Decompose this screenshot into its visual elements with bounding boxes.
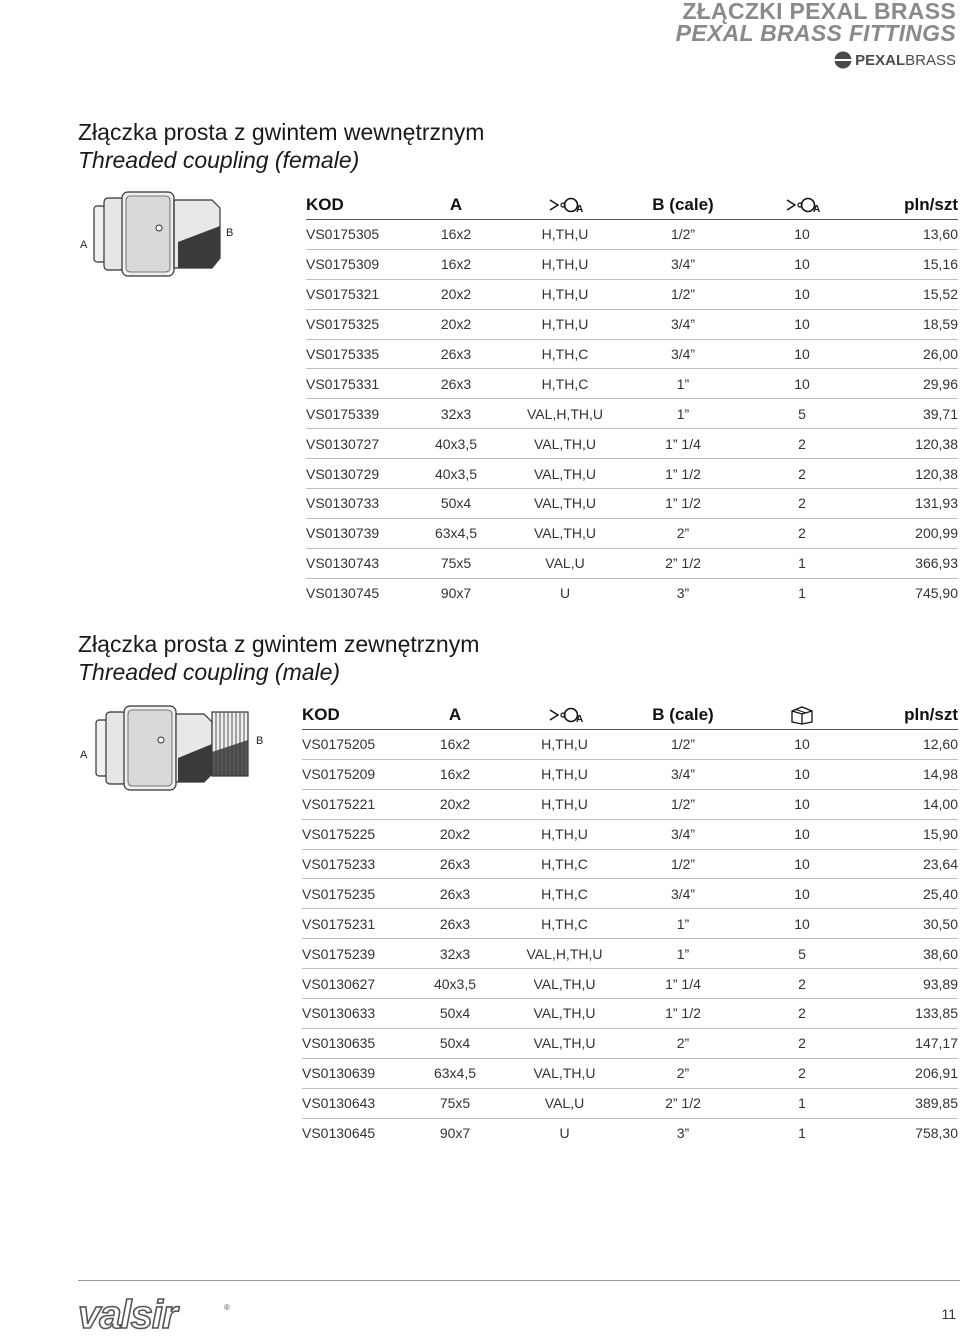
pexal-brass-brand (834, 51, 956, 69)
row-size-a: 16x2 (410, 730, 500, 760)
row-price: 745,90 (915, 585, 958, 602)
row-code: VS0175239 (302, 939, 410, 969)
table-row (306, 369, 958, 399)
col-header-kod: KOD (306, 190, 411, 220)
row-size-b: 1/2” (629, 849, 737, 879)
row-code: VS0175321 (306, 279, 411, 309)
row-size-b: 1/2” (629, 730, 737, 760)
row-size-a: 20x2 (410, 819, 500, 849)
row-pack-qty: 10 (737, 819, 867, 849)
row-pack-qty: 10 (737, 309, 867, 339)
row-connection: VAL,H,TH,U (500, 939, 629, 969)
table-row (306, 309, 958, 339)
row-size-b: 2” 1/2 (629, 548, 737, 578)
table-row (306, 578, 958, 607)
row-code: VS0130643 (302, 1088, 410, 1118)
row-code: VS0175221 (302, 789, 410, 819)
row-pack-qty: 10 (737, 279, 867, 309)
valsir-logo (78, 1293, 238, 1337)
row-code: VS0175225 (302, 819, 410, 849)
row-price: 15,90 (867, 819, 958, 849)
row-pack-qty: 2 (737, 489, 867, 519)
row-connection: VAL,TH,U (501, 429, 629, 459)
row-connection: VAL,TH,U (501, 459, 629, 489)
table-row (306, 429, 958, 459)
row-size-b: 1” (629, 939, 737, 969)
press-tool-icon (785, 196, 819, 214)
row-price: 206,91 (867, 1058, 958, 1088)
row-size-a: 75x5 (411, 548, 501, 578)
col-header-price: pln/szt (867, 700, 958, 730)
brand-light: BRASS (905, 51, 956, 69)
row-pack-qty: 2 (737, 969, 867, 999)
row-connection: VAL,TH,U (500, 969, 629, 999)
row-pack-qty: 2 (737, 459, 867, 489)
fig2-label-b: B (256, 735, 264, 747)
row-price: 147,17 (867, 1028, 958, 1058)
row-pack-qty: 10 (737, 759, 867, 789)
header-title-pl: ZŁĄCZKI PEXAL BRASS (682, 0, 956, 24)
table-row (302, 789, 958, 819)
row-price: 38,60 (867, 939, 958, 969)
table-row (302, 939, 958, 969)
row-code: VS0175309 (306, 249, 411, 279)
row-connection: H,TH,U (500, 759, 629, 789)
table-row (302, 730, 958, 760)
row-connection: H,TH,U (500, 730, 629, 760)
row-price: 12,60 (867, 730, 958, 760)
fig1-label-b: B (226, 227, 234, 239)
row-connection: VAL,TH,U (500, 1028, 629, 1058)
row-pack-qty: 1 (737, 548, 867, 578)
row-connection: H,TH,U (501, 249, 629, 279)
row-pack-qty: 10 (737, 369, 867, 399)
female-table-body (306, 220, 958, 608)
col-header-pack (737, 190, 867, 220)
table-row (306, 339, 958, 369)
package-icon (789, 705, 815, 725)
row-price: 23,64 (867, 849, 958, 879)
row-size-b: 1” 1/2 (629, 459, 737, 489)
row-size-a: 26x3 (410, 909, 500, 939)
row-size-b: 1” 1/2 (629, 999, 737, 1029)
row-code: VS0175235 (302, 879, 410, 909)
col-header-price: pln/szt (867, 190, 958, 220)
row-pack-qty: 10 (737, 849, 867, 879)
col-header-pack (737, 700, 867, 730)
row-code: VS0130729 (306, 459, 411, 489)
row-size-b: 1” (629, 399, 737, 429)
row-connection: U (559, 585, 571, 602)
row-size-b: 2” (629, 1058, 737, 1088)
row-size-b: 3/4” (629, 759, 737, 789)
row-size-a: 50x4 (410, 1028, 500, 1058)
row-code: VS0175209 (302, 759, 410, 789)
table-row (302, 1118, 958, 1147)
row-pack-qty: 10 (737, 249, 867, 279)
row-size-b: 2” (629, 1028, 737, 1058)
row-connection: U (559, 1125, 570, 1142)
row-price: 18,59 (867, 309, 958, 339)
row-size-a: 20x2 (411, 279, 501, 309)
table-row (302, 849, 958, 879)
row-size-a: 26x3 (411, 369, 501, 399)
row-connection: H,TH,C (500, 909, 629, 939)
row-size-b: 1/2” (629, 220, 737, 250)
table-header-row (302, 700, 958, 730)
row-price: 131,93 (867, 489, 958, 519)
svg-text:A: A (813, 204, 821, 216)
female-coupling-illustration (78, 186, 278, 278)
row-size-b: 3/4” (629, 339, 737, 369)
table-row (306, 548, 958, 578)
row-size-b: 1/2” (629, 279, 737, 309)
row-size-a: 20x2 (410, 789, 500, 819)
col-header-kod: KOD (302, 700, 410, 730)
row-connection: H,TH,U (501, 309, 629, 339)
table-row (302, 1058, 958, 1088)
row-price: 29,96 (867, 369, 958, 399)
row-pack-qty: 2 (737, 999, 867, 1029)
row-pack-qty: 10 (737, 339, 867, 369)
row-connection: VAL,U (500, 1088, 629, 1118)
row-connection: VAL,TH,U (500, 1058, 629, 1088)
section1-title-pl: Złączka prosta z gwintem wewnętrznym (78, 119, 485, 145)
row-connection: H,TH,C (500, 849, 629, 879)
col-header-b: B (cale) (629, 700, 737, 730)
row-code: VS0130633 (302, 999, 410, 1029)
section1-title (78, 118, 484, 174)
row-size-b: 3” (676, 1125, 690, 1142)
male-coupling-table (302, 700, 958, 1147)
section2-title-pl: Złączka prosta z gwintem zewnętrznym (78, 631, 480, 657)
row-size-b: 3/4” (629, 309, 737, 339)
row-pack-qty: 1 (737, 1088, 867, 1118)
row-code: VS0175231 (302, 909, 410, 939)
row-size-a: 26x3 (411, 339, 501, 369)
row-pack-qty: 5 (737, 399, 867, 429)
row-price: 366,93 (867, 548, 958, 578)
row-size-b: 1” 1/2 (629, 489, 737, 519)
table-row (302, 969, 958, 999)
row-price: 389,85 (867, 1088, 958, 1118)
svg-text:A: A (575, 714, 583, 726)
row-size-b: 1” (629, 909, 737, 939)
row-size-a: 90x7 (440, 585, 472, 602)
row-size-b: 2” (629, 518, 737, 548)
row-price: 13,60 (867, 220, 958, 250)
row-size-a: 26x3 (410, 849, 500, 879)
valsir-logo-text: valsir (78, 1293, 177, 1337)
row-size-a: 16x2 (411, 220, 501, 250)
fig2-label-a: A (80, 749, 88, 761)
press-tool-icon (548, 706, 582, 724)
row-connection: H,TH,U (501, 220, 629, 250)
svg-text:A: A (576, 204, 584, 216)
row-price: 14,98 (867, 759, 958, 789)
row-connection: H,TH,U (501, 279, 629, 309)
row-size-a: 26x3 (410, 879, 500, 909)
male-coupling-illustration (78, 700, 278, 800)
row-size-a: 16x2 (411, 249, 501, 279)
row-code: VS0175335 (306, 339, 411, 369)
row-size-a: 50x4 (411, 489, 501, 519)
female-coupling-table (306, 190, 958, 608)
pexal-logo-icon (834, 51, 852, 69)
row-price: 120,38 (867, 459, 958, 489)
col-header-connection (500, 700, 629, 730)
row-pack-qty: 2 (737, 429, 867, 459)
table-header-row (306, 190, 958, 220)
row-code: VS0175205 (302, 730, 410, 760)
row-pack-qty: 2 (737, 518, 867, 548)
section2-title (78, 630, 479, 686)
brand-bold: PEXAL (855, 51, 906, 69)
table-row (306, 279, 958, 309)
row-price: 26,00 (867, 339, 958, 369)
row-price: 120,38 (867, 429, 958, 459)
row-code: VS0130739 (306, 518, 411, 548)
row-size-a: 40x3,5 (410, 969, 500, 999)
row-price: 15,16 (867, 249, 958, 279)
row-code: VS0175331 (306, 369, 411, 399)
row-size-a: 63x4,5 (411, 518, 501, 548)
row-size-a: 16x2 (410, 759, 500, 789)
row-pack-qty: 10 (737, 730, 867, 760)
col-header-connection (501, 190, 629, 220)
col-header-b: B (cale) (629, 190, 737, 220)
row-size-b: 3/4” (629, 879, 737, 909)
row-pack-qty: 10 (737, 879, 867, 909)
row-size-a: 20x2 (411, 309, 501, 339)
row-price: 133,85 (867, 999, 958, 1029)
table-row (302, 1088, 958, 1118)
table-row (306, 459, 958, 489)
col-header-a: A (411, 190, 501, 220)
table-row (302, 999, 958, 1029)
row-pack-qty: 10 (737, 789, 867, 819)
row-connection: VAL,H,TH,U (501, 399, 629, 429)
row-code: VS0175305 (306, 220, 411, 250)
table-row (302, 909, 958, 939)
row-code: VS0175233 (302, 849, 410, 879)
male-table-body (302, 730, 958, 1148)
row-price: 93,89 (867, 969, 958, 999)
row-pack-qty: 1 (798, 1125, 806, 1142)
row-price: 758,30 (915, 1125, 958, 1142)
row-pack-qty: 2 (737, 1058, 867, 1088)
row-connection: VAL,TH,U (500, 999, 629, 1029)
svg-text:®: ® (224, 1303, 230, 1312)
row-connection: VAL,TH,U (501, 489, 629, 519)
row-price: 25,40 (867, 879, 958, 909)
row-size-a: 75x5 (410, 1088, 500, 1118)
row-price: 39,71 (867, 399, 958, 429)
row-connection: H,TH,C (501, 339, 629, 369)
page-header (676, 0, 956, 44)
row-size-b: 1” (629, 369, 737, 399)
row-pack-qty: 10 (737, 909, 867, 939)
row-pack-qty: 5 (737, 939, 867, 969)
table-row (306, 220, 958, 250)
row-code: VS0130627 (302, 969, 410, 999)
table-row (306, 249, 958, 279)
row-size-a: 32x3 (410, 939, 500, 969)
table-row (306, 399, 958, 429)
row-code: VS0175339 (306, 399, 411, 429)
row-price: 14,00 (867, 789, 958, 819)
row-code: VS0130745 (306, 585, 380, 602)
row-size-a: 90x7 (439, 1125, 471, 1142)
row-price: 30,50 (867, 909, 958, 939)
table-row (302, 879, 958, 909)
section1-title-en: Threaded coupling (female) (78, 147, 360, 173)
row-code: VS0130733 (306, 489, 411, 519)
row-code: VS0130635 (302, 1028, 410, 1058)
row-size-a: 40x3,5 (411, 459, 501, 489)
section2-title-en: Threaded coupling (male) (78, 659, 341, 685)
row-price: 200,99 (867, 518, 958, 548)
row-code: VS0130645 (302, 1125, 376, 1142)
row-connection: H,TH,U (500, 789, 629, 819)
row-code: VS0130743 (306, 548, 411, 578)
table-row (306, 518, 958, 548)
fig1-label-a: A (80, 239, 88, 251)
row-size-b: 3/4” (629, 819, 737, 849)
page-number: 11 (941, 1306, 956, 1322)
row-size-b: 3” (676, 585, 690, 602)
row-size-a: 63x4,5 (410, 1058, 500, 1088)
col-header-a: A (410, 700, 500, 730)
row-connection: H,TH,C (500, 879, 629, 909)
row-price: 15,52 (867, 279, 958, 309)
row-connection: VAL,U (501, 548, 629, 578)
table-row (302, 759, 958, 789)
row-connection: H,TH,C (501, 369, 629, 399)
row-connection: VAL,TH,U (501, 518, 629, 548)
row-size-a: 50x4 (410, 999, 500, 1029)
row-connection: H,TH,U (500, 819, 629, 849)
row-size-b: 1” 1/4 (629, 969, 737, 999)
row-code: VS0130639 (302, 1058, 410, 1088)
row-size-b: 2” 1/2 (629, 1088, 737, 1118)
row-code: VS0130727 (306, 429, 411, 459)
row-pack-qty: 2 (737, 1028, 867, 1058)
row-size-b: 3/4” (629, 249, 737, 279)
table-row (306, 489, 958, 519)
table-row (302, 1028, 958, 1058)
table-row (302, 819, 958, 849)
row-code: VS0175325 (306, 309, 411, 339)
row-pack-qty: 10 (737, 220, 867, 250)
footer-divider (78, 1280, 960, 1281)
press-tool-icon (548, 196, 582, 214)
row-size-a: 32x3 (411, 399, 501, 429)
row-pack-qty: 1 (798, 585, 806, 602)
row-size-b: 1” 1/4 (629, 429, 737, 459)
row-size-a: 40x3,5 (411, 429, 501, 459)
row-size-b: 1/2” (629, 789, 737, 819)
header-title-en: PEXAL BRASS FITTINGS (675, 20, 956, 46)
